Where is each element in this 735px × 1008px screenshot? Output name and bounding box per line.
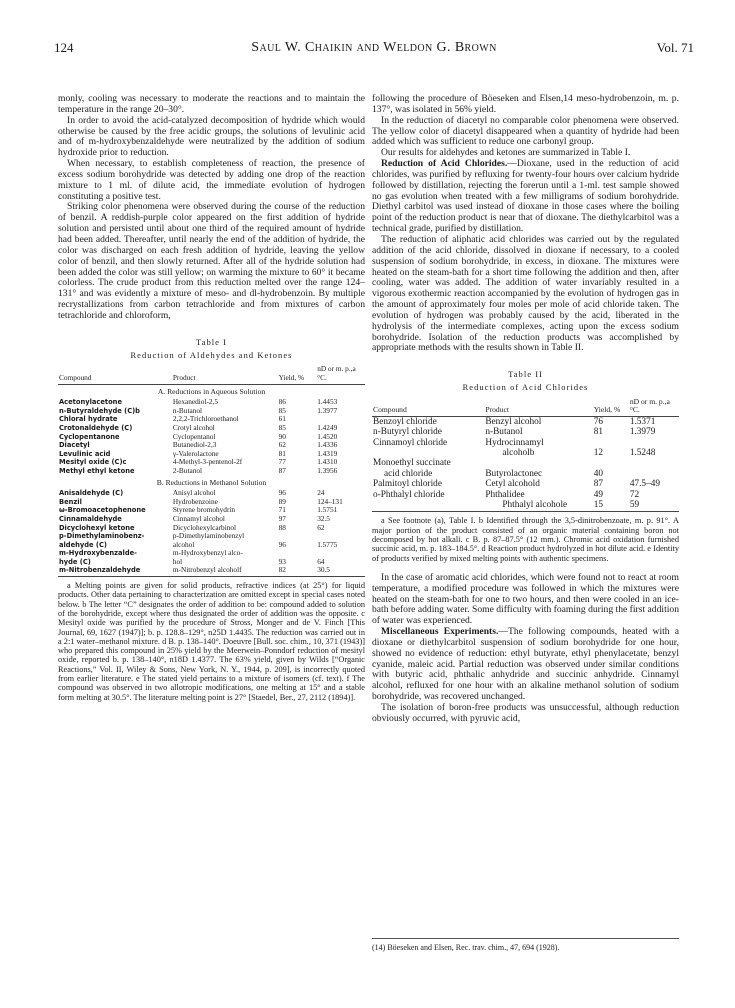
yield-cell: 87 bbox=[593, 479, 603, 490]
product-cell: Hydrocinnamyl bbox=[485, 437, 544, 448]
constant-cell: 1.3956 bbox=[317, 465, 338, 475]
product-cell: 2-Butanol bbox=[172, 465, 203, 475]
compound-cell: Acetonylacetone bbox=[59, 398, 122, 407]
table2-header: Compound bbox=[372, 398, 484, 416]
table-row bbox=[372, 427, 679, 437]
volume-label: Vol. 71 bbox=[656, 40, 694, 55]
body-paragraph: In order to avoid the acid-catalyzed decomposition of hydride which would otherwise be caused by the free acidic groups, the solutions of levulinic acid and of m-hydroxybenzaldehyde were neutralized by the addition of sodium hydroxide prior to reduction. bbox=[58, 114, 365, 159]
constant-cell: 72 bbox=[629, 489, 640, 500]
compound-cell: Methyl ethyl ketone bbox=[59, 466, 135, 475]
yield-cell bbox=[593, 438, 629, 448]
compound-cell: Palmitoyl chloride bbox=[373, 479, 442, 490]
product-cell: Cetyl alcohold bbox=[485, 479, 540, 490]
product-cell: Dicyclohexylcarbinol bbox=[172, 522, 237, 532]
body-paragraph: Our results for aldehydes and ketones are summarized in Table I. bbox=[381, 147, 631, 159]
table1 bbox=[58, 365, 365, 577]
compound-cell: Benzoyl chloride bbox=[373, 416, 437, 427]
table1-footnotes bbox=[58, 581, 365, 702]
body-paragraph: When necessary, to establish completeness of reaction, the presence of excess sodium borohydride was detected by adding one drop of the reaction mixture to 1 ml. of dilute acid, the immediate evolution of hydrogen constituting a positive test. bbox=[58, 158, 365, 202]
constant-cell bbox=[629, 458, 679, 468]
yield-cell: 81 bbox=[593, 427, 603, 438]
constant-cell: 59 bbox=[629, 500, 679, 512]
constant-cell bbox=[629, 438, 679, 448]
yield-cell: 82 bbox=[278, 566, 317, 576]
constant-cell: 47.5–49 bbox=[629, 479, 661, 490]
body-paragraph: In the case of aromatic acid chlorides, which were found not to react at room temperature, a modified procedure was followed in which the mixtures were heated on the steam-bath for one to two hours, and then were cooled in an ice-bath before adding water. Some difficulty with foaming during the first addition of water was experienced. bbox=[372, 571, 679, 627]
product-cell: Crotyl alcohol bbox=[172, 422, 215, 432]
section-run-in: Miscellaneous Experiments. bbox=[381, 626, 499, 638]
yield-cell: 87 bbox=[278, 465, 286, 475]
product-cell: γ-Valerolactone bbox=[172, 448, 219, 458]
constant-cell: 62 bbox=[317, 522, 325, 532]
table-row bbox=[372, 448, 679, 458]
yield-cell: 86 bbox=[278, 397, 286, 407]
body-paragraph: The reduction of aliphatic acid chlorides was carried out by the regulated addition of the acid chloride, dissolved in dioxane if necessary, to a cooled suspension of sodium borohydride, in excess, in dioxane. The mixtures were heated on the steam-bath for a short time following the addition and then, after cooling, water was added. The addition of water invariably resulted in a vigorous exothermic reaction accompanied by the evolution of hydrogen gas in the amount of approximately four moles per mole of acid chloride taken. The evolution of hydrogen was probably caused by the acid, liberated in the hydrolysis of the intermediate complexes, acting upon the excess sodium borohydride. Isolation of the reduction products was accomplished by appropriate methods with the results shown in Table II. bbox=[372, 233, 679, 354]
table2 bbox=[372, 398, 679, 512]
constant-cell: 1.4336 bbox=[317, 440, 338, 450]
product-cell: n-Butanol bbox=[485, 427, 523, 438]
table2-header: Yield, % bbox=[593, 398, 629, 416]
constant-cell: 1.5371 bbox=[629, 416, 656, 427]
compound-cell: Cinnamaldehyde bbox=[59, 514, 122, 523]
page-header bbox=[54, 40, 694, 58]
table-row bbox=[58, 467, 365, 476]
compound-cell: Anisaldehyde (C) bbox=[59, 489, 124, 498]
product-cell: Butyrolactonec bbox=[485, 468, 543, 479]
compound-cell bbox=[372, 448, 484, 458]
table2-footnotes bbox=[372, 516, 679, 562]
compound-cell: p-Dimethylaminobenz- bbox=[59, 532, 145, 541]
table-row bbox=[372, 500, 679, 512]
yield-cell: 89 bbox=[278, 496, 286, 506]
table1-header: Yield, % bbox=[278, 365, 317, 384]
compound-cell: Crotonaldehyde (C) bbox=[59, 423, 133, 432]
yield-cell: 40 bbox=[593, 468, 603, 479]
compound-cell: acid chloride bbox=[384, 468, 433, 479]
yield-cell: 81 bbox=[278, 448, 286, 458]
table2-caption: Table II bbox=[508, 369, 543, 380]
compound-cell: Cyclopentanone bbox=[59, 432, 120, 441]
constant-cell: 1.4520 bbox=[317, 431, 338, 441]
yield-cell: 96 bbox=[278, 488, 286, 498]
yield-cell: 77 bbox=[278, 457, 286, 467]
table-row bbox=[372, 438, 679, 448]
yield-cell: 12 bbox=[593, 447, 603, 458]
constant-cell: 1.3979 bbox=[629, 427, 656, 438]
constant-cell: 1.5248 bbox=[629, 447, 656, 458]
compound-cell: ω-Bromoacetophenone bbox=[59, 506, 146, 515]
table1-footnote-text: a Melting points are given for solid products, refractive indices (at 25°) for liquid products. Other data pertaining to characterization are omitted except in special cases noted below. b The letter “C” designates the order of addition to be: compound added to solution of the borohydride, except where thus designated the order of addition was the opposite. c Mesityl oxide was purified by the procedure of Stross, Monger and de V. Finch [This Journal, 69, 1627 (1947)]; b. p. 128.8–129°, n25D 1.4435. The reduction was carried out in a 2:1 water–methanol mixture. d B. p. 138–140°. Doeuvre [Bull. soc. chim., 10, 371 (1943)] who prepared this compound in 25% yield by the Meerwein–Ponndorf reduction of mesityl oxide, reported b. p. 138–140°, n18D 1.4377. The 63% yield, given by Wilds [“Organic Reactions,” Vol. II, Wiley & Sons, New York, N. Y., 1944, p. 209], is incorrectly quoted from earlier literature. e The stated yield pertains to a mixture of isomers (cf. text). f The compound was observed in two allotropic modifications, one melting at 15° and a stable form melting at 30.5°. The literature melting point is 27° [Staedel, Ber., 27, 2112 (1894)]. bbox=[58, 581, 365, 702]
compound-cell: Levulinic acid bbox=[59, 449, 111, 458]
product-cell: Phthalyl alcohole bbox=[484, 500, 592, 512]
table-row bbox=[372, 458, 679, 468]
yield-cell: 49 bbox=[593, 489, 603, 500]
product-cell: Butanediol-2,3 bbox=[172, 440, 217, 450]
left-column bbox=[58, 94, 365, 702]
constant-cell: 1.4249 bbox=[317, 422, 338, 432]
yield-cell: 93 bbox=[278, 556, 286, 566]
compound-cell: Monoethyl succinate bbox=[373, 458, 451, 469]
product-cell: Hydrobenzoine bbox=[172, 496, 218, 506]
table1-section-label: B. Reductions in Methanol Solution bbox=[156, 477, 267, 487]
constant-cell bbox=[629, 469, 679, 479]
paragraph-text: —Dioxane, used in the reduction of acid chlorides, was purified by refluxing for twenty-four hours over calcium hydride followed by distillation, rejecting the forerun until a 1-ml. test sample showed no gas evolution when treated with a few milligrams of sodium borohydride. Diethyl carbitol was used instead of dioxane in those cases where the boiling point of the reduction product is near that of dioxane. The diethylcarbitol was a technical grade, purified by distillation. bbox=[372, 158, 679, 235]
compound-cell bbox=[372, 500, 484, 512]
compound-cell: Chloral hydrate bbox=[59, 415, 118, 424]
constant-cell: 64 bbox=[317, 556, 325, 566]
table-row bbox=[372, 490, 679, 500]
compound-cell: n-Butyraldehyde (C)b bbox=[59, 406, 140, 415]
yield-cell: 61 bbox=[278, 414, 286, 424]
constant-cell: 124–131 bbox=[317, 496, 343, 506]
body-paragraph bbox=[372, 159, 679, 235]
table-row bbox=[372, 479, 679, 489]
compound-cell: Cinnamoyl chloride bbox=[373, 437, 448, 448]
product-cell: Anisyl alcohol bbox=[172, 488, 216, 498]
table1-section-label: A. Reductions in Aqueous Solution bbox=[157, 386, 266, 396]
yield-cell: 71 bbox=[278, 505, 286, 515]
compound-cell: n-Butyryl chloride bbox=[373, 427, 442, 438]
yield-cell: 85 bbox=[278, 422, 286, 432]
body-paragraph: following the procedure of Böeseken and Elsen,14 meso-hydrobenzoin, m. p. 137°, was isolated in 56% yield. bbox=[372, 93, 679, 115]
product-cell: Cyclopentanol bbox=[172, 431, 216, 441]
section-run-in: Reduction of Acid Chlorides. bbox=[381, 158, 508, 170]
product-cell: m-Nitrobenzyl alcoholf bbox=[172, 566, 278, 576]
product-cell: m-Hydroxybenzyl alco- bbox=[172, 548, 243, 558]
compound-cell: Diacetyl bbox=[59, 441, 90, 450]
product-cell: alcoholb bbox=[502, 447, 535, 458]
compound-cell: aldehyde (C) bbox=[59, 540, 107, 549]
yield-cell: 85 bbox=[278, 405, 286, 415]
body-paragraph bbox=[372, 627, 679, 703]
table1-header: Compound bbox=[58, 365, 172, 384]
compound-cell: m-Nitrobenzaldehyde bbox=[58, 566, 172, 576]
constant-cell: 1.3977 bbox=[317, 405, 338, 415]
table2-footnote-text: a See footnote (a), Table I. b Identified through the 3,5-dinitrobenzoate, m. p. 91°. A major portion of the product consisted of an organic material containing boron not decomposed by hot alkali. c B. p. 87–87.5° (12 mm.). Chromic acid oxidation furnished succinic acid, m. p. 183–184.5°. d Reaction product hydrolyzed in hot dilute acid. e Identity of products verified by mixed melting points with authentic specimens. bbox=[372, 516, 679, 563]
compound-cell: m-Hydroxybenzalde- bbox=[59, 549, 137, 558]
constant-cell: 1.4319 bbox=[317, 448, 338, 458]
constant-cell: 24 bbox=[317, 488, 325, 498]
product-cell: hol bbox=[172, 556, 183, 566]
product-cell: 4-Methyl-3-pentenol-2f bbox=[172, 457, 243, 467]
reference-footnote: (14) Böeseken and Elsen, Rec. trav. chim., 47, 694 (1928). bbox=[372, 938, 679, 952]
paragraph-text: —The following compounds, heated with a dioxane or diethylcarbitol suspension of sodium borohydride for one hour, showed no evidence of reduction: ethyl butyrate, ethyl phenylacetate, benzyl cyanide, maleic acid. Partial reduction was observed under similar conditions with butyric acid, phthalic anhydride and succinic anhydride. Cinnamyl alcohol, refluxed for one hour with an alkaline methanol solution of sodium borohydride, was recovered unchanged. bbox=[372, 626, 679, 703]
table1-header: Product bbox=[172, 365, 278, 384]
compound-cell: hyde (C) bbox=[59, 557, 91, 566]
body-paragraph: monly, cooling was necessary to moderate the reactions and to maintain the temperature in the range 20–30°. bbox=[58, 93, 365, 115]
table2-title: Reduction of Acid Chlorides bbox=[462, 383, 589, 393]
running-authors: Saul W. Chaikin and Weldon G. Brown bbox=[251, 40, 497, 55]
yield-cell: 96 bbox=[278, 539, 286, 549]
table1-caption: Table I bbox=[196, 336, 227, 347]
compound-cell: Benzil bbox=[59, 497, 82, 506]
body-paragraph: Striking color phenomena were observed during the course of the reduction of benzil. A reddish-purple color appeared on the first addition of hydride solution and persisted until about one third of the required amount of hydride had been added. Thereafter, until nearly the end of the addition of hydride, the color was discharged on each fresh addition of hydride, leaving the yellow color of benzil, and then slowly returned. After all of the hydride solution had been added the color was still yellow; on warming the mixture to 60° it became colorless. The crude product from this reduction melted over the range 124–131° and was evidently a mixture of meso- and dl-hydrobenzoin. By multiple recrystallizations from carbon tetrachloride and from mixtures of carbon tetrachloride and chloroform, bbox=[58, 201, 365, 321]
page-number: 124 bbox=[54, 40, 74, 55]
table2-header: nD or m. p.,a °C. bbox=[629, 398, 679, 416]
constant-cell: 1.4310 bbox=[317, 457, 338, 467]
yield-cell bbox=[593, 458, 629, 468]
constant-cell: 30.5 bbox=[316, 566, 365, 576]
body-paragraph: In the reduction of diacetyl no comparable color phenomena were observed. The yellow color of diacetyl disappeared when a quantity of hydride had been added which was sufficient to reduce one carbonyl group. bbox=[372, 114, 679, 148]
product-cell: Styrene bromohydrin bbox=[172, 505, 236, 515]
product-cell: Phthalidee bbox=[485, 489, 525, 500]
compound-cell: Dicyclohexyl ketone bbox=[59, 523, 135, 532]
compound-cell: Mesityl oxide (C)c bbox=[59, 458, 127, 467]
table1-header: nD or m. p.,a °C. bbox=[316, 365, 365, 384]
table-row bbox=[372, 416, 679, 427]
yield-cell: 97 bbox=[278, 513, 286, 523]
product-cell: Hexanediol-2,5 bbox=[172, 397, 219, 407]
body-paragraph: The isolation of boron-free products was unsuccessful, although reduction obviously occurred, with pyruvic acid, bbox=[372, 702, 679, 724]
product-cell: Cinnamyl alcohol bbox=[172, 513, 225, 523]
table-row bbox=[372, 469, 679, 479]
table2-header: Product bbox=[484, 398, 592, 416]
product-cell: Benzyl alcohol bbox=[485, 416, 542, 427]
constant-cell: 32.5 bbox=[317, 513, 330, 523]
yield-cell: 76 bbox=[593, 416, 603, 427]
table1-title: Reduction of Aldehydes and Ketones bbox=[130, 350, 293, 360]
yield-cell: 90 bbox=[278, 431, 286, 441]
compound-cell: o-Phthalyl chloride bbox=[373, 489, 445, 500]
product-cell: alcohol bbox=[172, 539, 195, 549]
constant-cell: 1.5751 bbox=[317, 505, 338, 515]
table-row bbox=[58, 566, 365, 576]
product-cell: n-Butanol bbox=[172, 405, 203, 415]
yield-cell: 15 bbox=[593, 500, 629, 512]
yield-cell: 62 bbox=[278, 440, 286, 450]
constant-cell: 1.4453 bbox=[317, 397, 338, 407]
product-cell: p-Dimethylaminobenzyl bbox=[172, 531, 245, 541]
product-cell bbox=[484, 458, 592, 468]
yield-cell: 88 bbox=[278, 522, 286, 532]
constant-cell: 1.5775 bbox=[317, 539, 338, 549]
right-column bbox=[372, 94, 679, 725]
product-cell: 2,2,2-Trichloroethanol bbox=[172, 414, 239, 424]
